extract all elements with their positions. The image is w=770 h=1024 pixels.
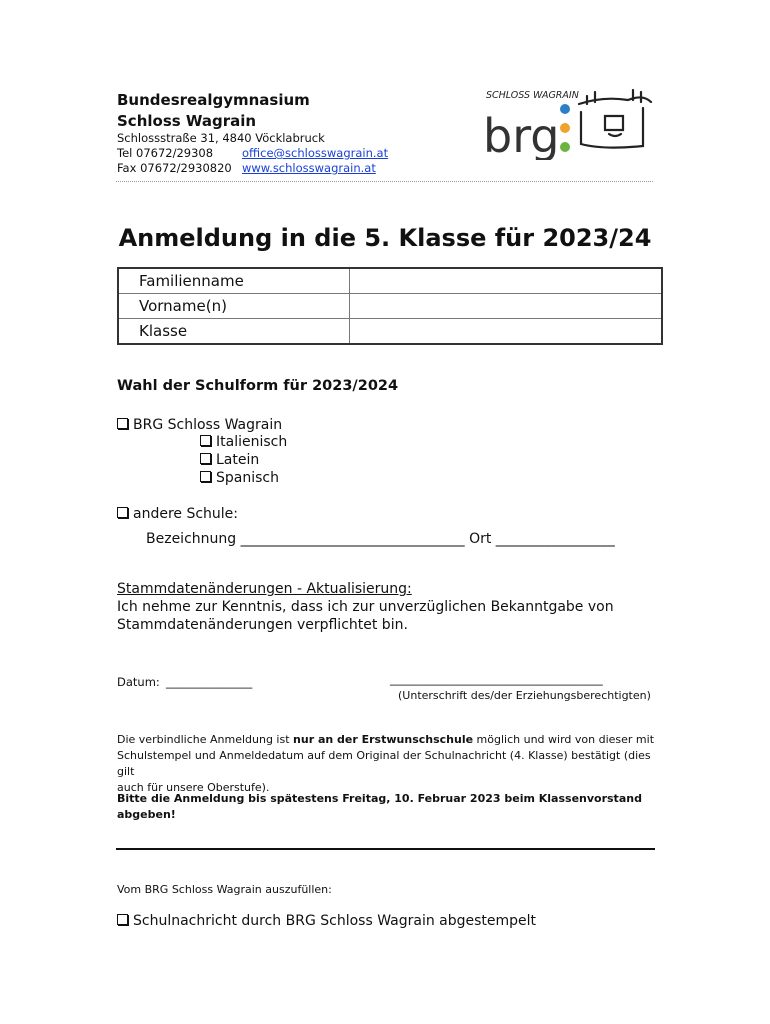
vorname-label: Vorname(n): [118, 294, 350, 319]
notice-line3: auch für unsere Oberstufe).: [117, 781, 270, 794]
option-latein[interactable]: [200, 451, 259, 469]
stammdaten-heading: Stammdatenänderungen - Aktualisierung:: [117, 581, 412, 597]
option-latein-label: Latein: [216, 452, 260, 468]
datum-label: Datum:: [117, 675, 160, 689]
ort-field[interactable]: _________________: [495, 531, 615, 547]
signature-caption: (Unterschrift des/der Erziehungsberechtigten): [398, 689, 651, 702]
school-logo: [483, 86, 655, 160]
website-link[interactable]: www.schlosswagrain.at: [242, 161, 376, 175]
klasse-label: Klasse: [118, 319, 350, 345]
bezeichnung-field[interactable]: ________________________________: [240, 531, 465, 547]
header-divider: [116, 181, 653, 182]
checkbox-icon[interactable]: [200, 471, 211, 482]
logo-text: brg: [483, 109, 560, 160]
klasse-field[interactable]: [350, 319, 663, 345]
notice-line2: Schulstempel und Anmeldedatum auf dem Original der Schulnachricht (4. Klasse) bestätigt (dies gilt: [117, 749, 651, 778]
school-address: Schlossstraße 31, 4840 Vöcklabruck: [117, 131, 325, 145]
option-brg[interactable]: [117, 416, 282, 434]
option-spanisch[interactable]: [200, 469, 279, 487]
vorname-field[interactable]: [350, 294, 663, 319]
school-name-line1: Bundesrealgymnasium: [117, 91, 310, 109]
deadline-line2: abgeben!: [117, 808, 176, 821]
notice-bold: nur an der Erstwunschschule: [293, 733, 474, 746]
school-fax: Fax 07672/2930820: [117, 161, 232, 175]
logo-caption: SCHLOSS WAGRAIN: [486, 90, 579, 101]
section-divider: [116, 848, 655, 850]
schulform-heading: Wahl der Schulform für 2023/2024: [117, 378, 399, 394]
notice-part1: Die verbindliche Anmeldung ist: [117, 733, 294, 746]
datum-field[interactable]: _______________: [166, 675, 253, 689]
table-row: [118, 294, 662, 319]
table-row: [118, 268, 662, 294]
bezeichnung-label: Bezeichnung: [146, 531, 237, 547]
checkbox-icon[interactable]: [117, 418, 128, 429]
option-stamped-label: Schulnachricht durch BRG Schloss Wagrain abgestempelt: [133, 913, 537, 929]
signature-field[interactable]: _____________________________________: [390, 672, 603, 686]
option-other-label: andere Schule:: [133, 506, 239, 522]
familienname-field[interactable]: [350, 268, 663, 294]
ort-label: Ort: [469, 531, 492, 547]
option-italienisch[interactable]: [200, 433, 287, 451]
option-brg-label: BRG Schloss Wagrain: [133, 417, 283, 433]
student-data-table: [117, 267, 663, 345]
page-title: Anmeldung in die 5. Klasse für 2023/24: [118, 224, 652, 252]
deadline-line1: Bitte die Anmeldung bis spätestens Freitag, 10. Februar 2023 beim Klassenvorstand: [117, 792, 642, 805]
option-stamped[interactable]: [117, 912, 536, 930]
checkbox-icon[interactable]: [117, 914, 128, 925]
school-name-line2: Schloss Wagrain: [117, 112, 257, 130]
option-spanisch-label: Spanisch: [216, 470, 279, 486]
checkbox-icon[interactable]: [200, 453, 211, 464]
school-tel: Tel 07672/29308: [117, 146, 214, 160]
stammdaten-line1: Ich nehme zur Kenntnis, dass ich zur unverzüglichen Bekanntgabe von: [117, 599, 614, 615]
stammdaten-line2: Stammdatenänderungen verpflichtet bin.: [117, 617, 408, 633]
school-name: [117, 90, 310, 132]
table-row: [118, 319, 662, 345]
familienname-label: Familienname: [118, 268, 350, 294]
checkbox-icon[interactable]: [117, 507, 128, 518]
office-note: Vom BRG Schloss Wagrain auszufüllen:: [117, 883, 332, 896]
stammdaten-section: [117, 580, 614, 634]
option-other-school[interactable]: [117, 505, 238, 523]
checkbox-icon[interactable]: [200, 435, 211, 446]
notice-text: [117, 732, 657, 796]
notice-part2: möglich und wird von dieser mit: [473, 733, 655, 746]
option-italienisch-label: Italienisch: [216, 434, 288, 450]
email-link[interactable]: office@schlosswagrain.at: [242, 146, 389, 160]
other-school-details: [146, 530, 615, 548]
deadline-text: [117, 791, 657, 823]
